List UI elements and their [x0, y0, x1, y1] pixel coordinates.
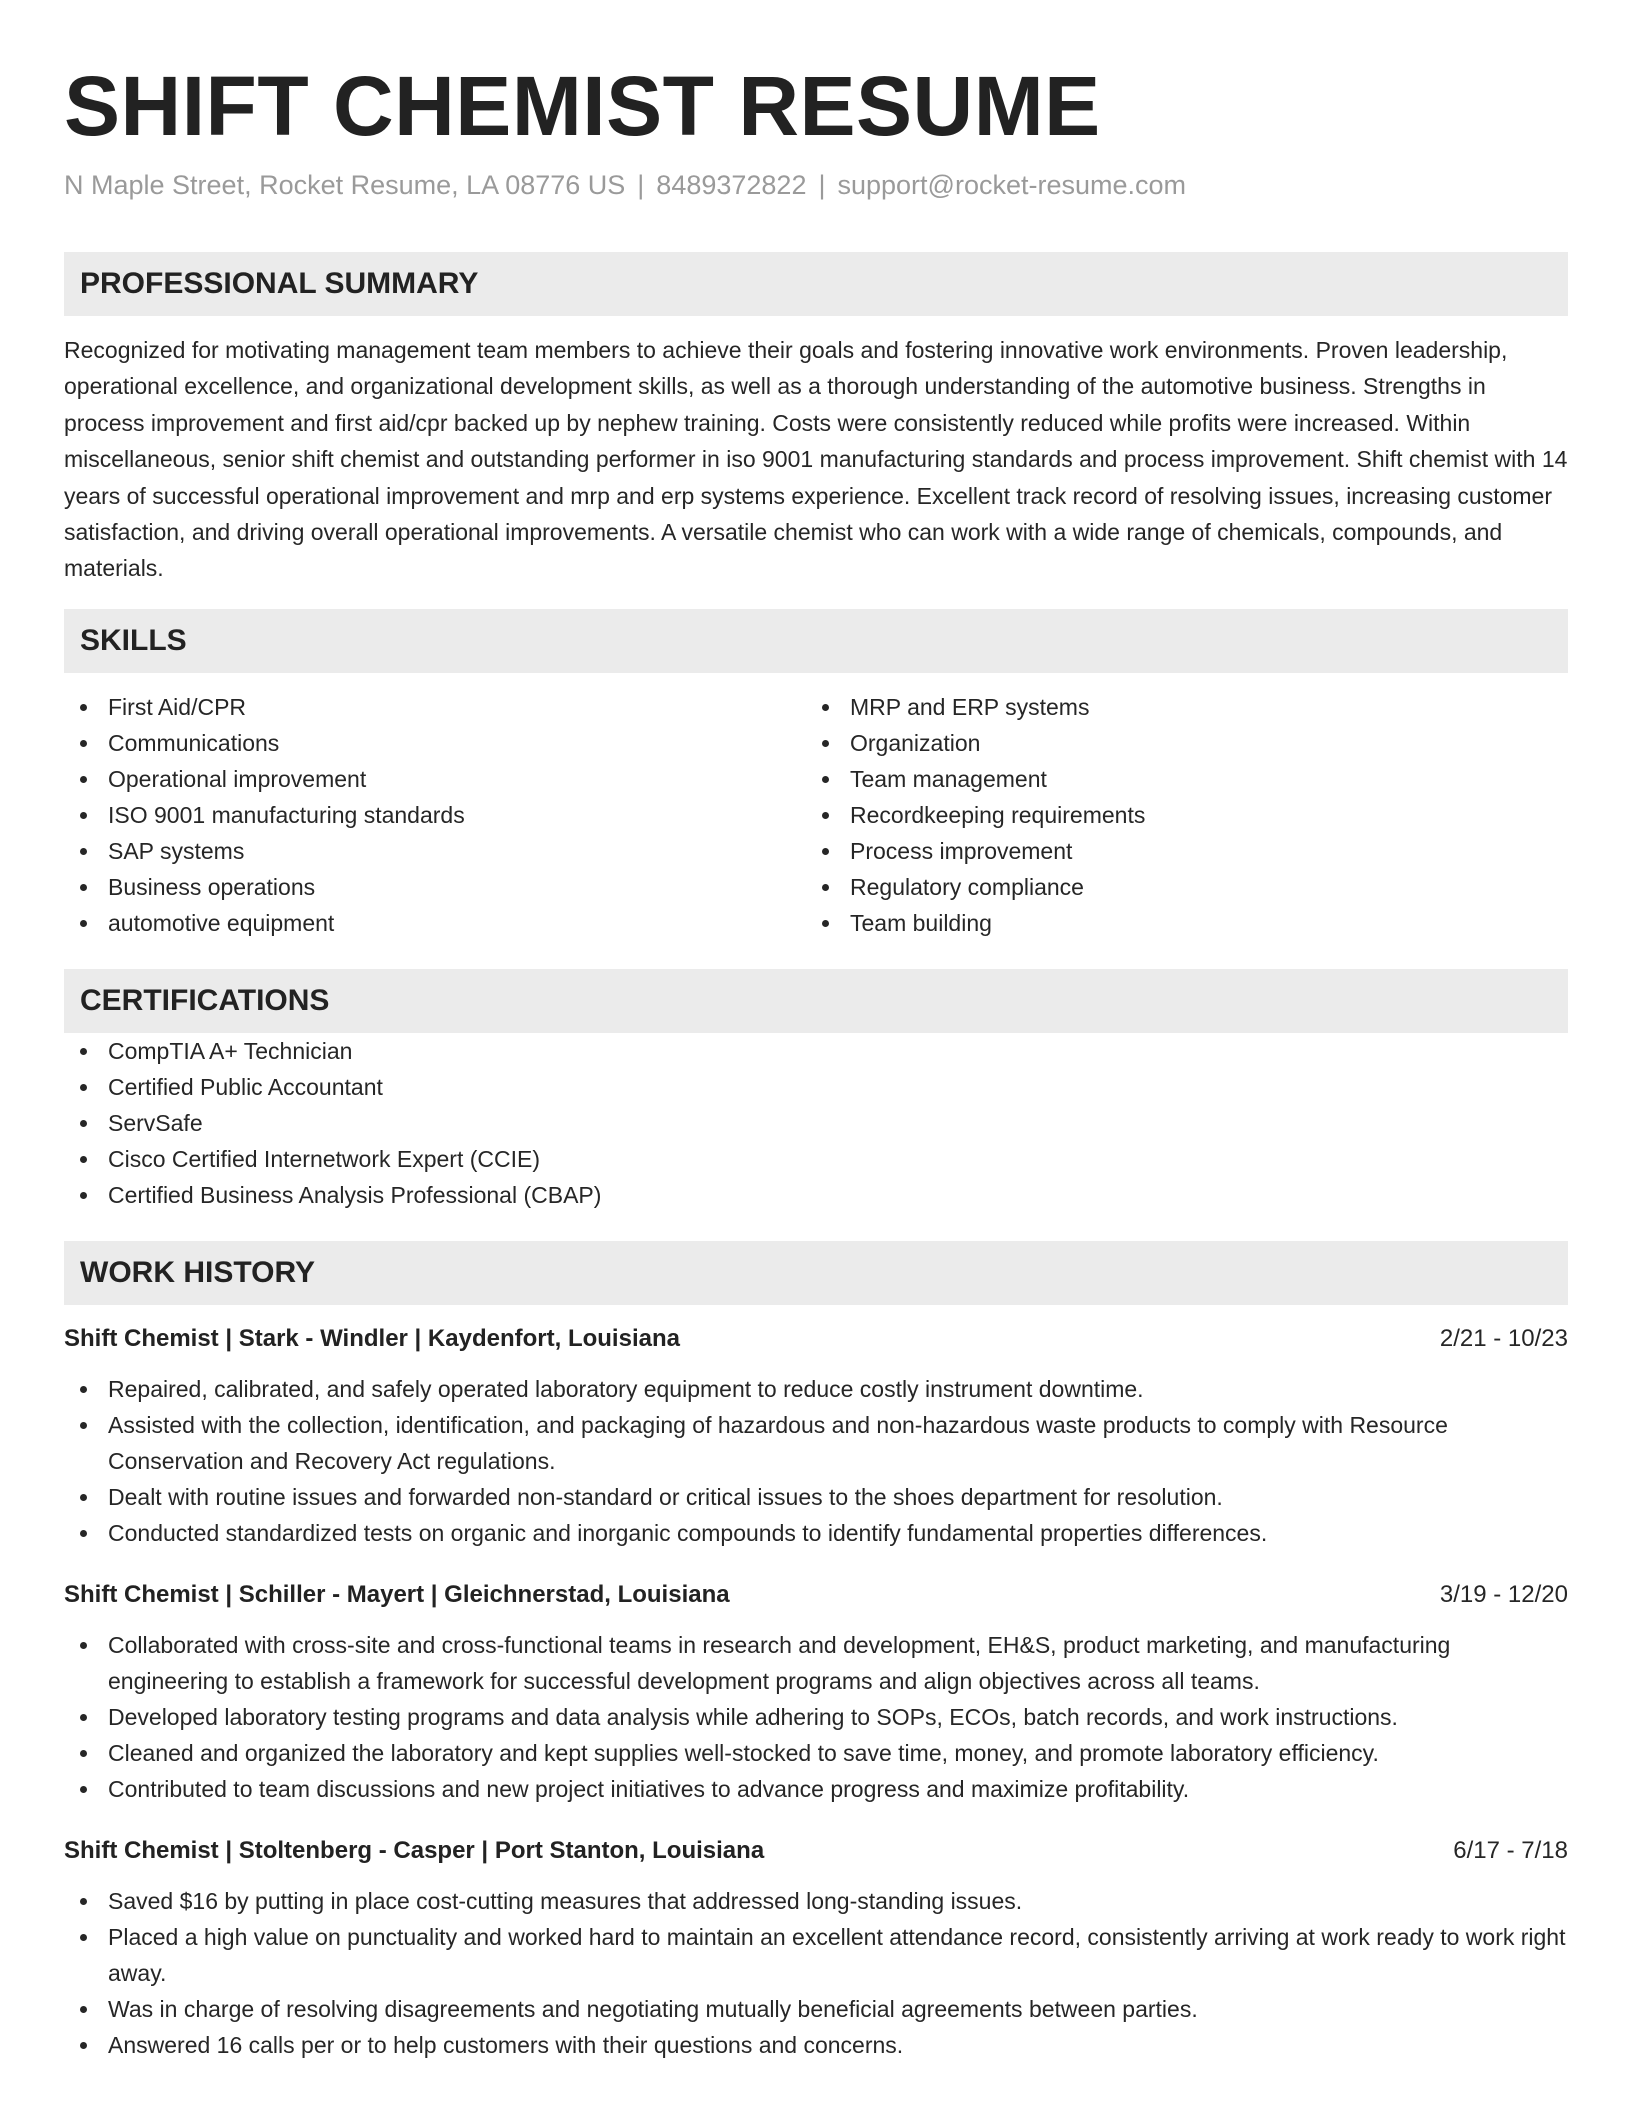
job-bullets	[64, 1627, 1568, 1807]
job-header	[64, 1577, 1568, 1613]
skill-item: First Aid/CPR	[64, 689, 806, 725]
skill-item: Communications	[64, 725, 806, 761]
job-bullet: Contributed to team discussions and new project initiatives to advance progress and maximize profitability.	[64, 1771, 1568, 1807]
skill-item: Team management	[806, 761, 1548, 797]
job-dates: 3/19 - 12/20	[1439, 1580, 1568, 1608]
job-entry	[64, 1321, 1568, 1551]
section-heading-skills: SKILLS	[64, 609, 1568, 673]
skill-item: Organization	[806, 725, 1548, 761]
skill-item: SAP systems	[64, 833, 806, 869]
skill-item: Recordkeeping requirements	[806, 797, 1548, 833]
job-bullet: Collaborated with cross-site and cross-functional teams in research and development, EH&S, product marketing, and manufacturing engineering to establish a framework for successful development programs and align objectives across all teams.	[64, 1627, 1568, 1699]
job-bullet: Placed a high value on punctuality and worked hard to maintain an excellent attendance record, consistently arriving at work ready to work right away.	[64, 1919, 1568, 1991]
job-bullets	[64, 1371, 1568, 1551]
resume-title: SHIFT CHEMIST RESUME	[64, 59, 1101, 153]
skills-list-left	[64, 689, 806, 941]
contact-phone: 8489372822	[656, 170, 807, 200]
contact-email: support@rocket-resume.com	[837, 170, 1187, 200]
skill-item: ISO 9001 manufacturing standards	[64, 797, 806, 833]
section-heading-certifications: CERTIFICATIONS	[64, 969, 1568, 1033]
resume-page	[64, 0, 1568, 2063]
section-heading-work-history: WORK HISTORY	[64, 1241, 1568, 1305]
job-bullet: Saved $16 by putting in place cost-cutting measures that addressed long-standing issues.	[64, 1883, 1568, 1919]
skills-column-left	[64, 689, 806, 941]
job-bullet: Dealt with routine issues and forwarded non-standard or critical issues to the shoes department for resolution.	[64, 1479, 1568, 1515]
job-bullets	[64, 1883, 1568, 2063]
job-title: Shift Chemist | Stark - Windler | Kaydenfort, Louisiana	[64, 1324, 680, 1352]
skills-column-right	[806, 689, 1548, 941]
contact-address: N Maple Street, Rocket Resume, LA 08776 US	[64, 170, 626, 200]
job-entry	[64, 1577, 1568, 1807]
certification-item: Certified Business Analysis Professional (CBAP)	[64, 1177, 1568, 1213]
skill-item: Team building	[806, 905, 1548, 941]
job-entry	[64, 1833, 1568, 2063]
certification-item: CompTIA A+ Technician	[64, 1033, 1568, 1069]
job-dates: 6/17 - 7/18	[1453, 1836, 1568, 1864]
job-bullet: Assisted with the collection, identification, and packaging of hazardous and non-hazardous waste products to comply with Resource Conservation and Recovery Act regulations.	[64, 1407, 1568, 1479]
skills-columns	[64, 689, 1568, 941]
certifications-list	[64, 1033, 1568, 1213]
section-heading-summary: PROFESSIONAL SUMMARY	[64, 252, 1568, 316]
job-header	[64, 1833, 1568, 1869]
job-title: Shift Chemist | Stoltenberg - Casper | Port Stanton, Louisiana	[64, 1836, 765, 1864]
job-bullet: Answered 16 calls per or to help customers with their questions and concerns.	[64, 2027, 1568, 2063]
skill-item: automotive equipment	[64, 905, 806, 941]
job-dates: 2/21 - 10/23	[1439, 1324, 1568, 1352]
skills-list-right	[806, 689, 1548, 941]
contact-line	[64, 168, 1568, 202]
job-bullet: Cleaned and organized the laboratory and kept supplies well-stocked to save time, money, and promote laboratory efficiency.	[64, 1735, 1568, 1771]
skill-item: Business operations	[64, 869, 806, 905]
job-title: Shift Chemist | Schiller - Mayert | Gleichnerstad, Louisiana	[64, 1580, 730, 1608]
skill-item: Regulatory compliance	[806, 869, 1548, 905]
job-bullet: Conducted standardized tests on organic and inorganic compounds to identify fundamental properties differences.	[64, 1515, 1568, 1551]
skill-item: Operational improvement	[64, 761, 806, 797]
summary-paragraph: Recognized for motivating management team members to achieve their goals and fostering innovative work environments. Proven leadership, operational excellence, and organizational development skills, as well as a thorough understanding of the automotive business. Strengths in process improvement and first aid/cpr backed up by nephew training. Costs were consistently reduced while profits were increased. Within miscellaneous, senior shift chemist and outstanding performer in iso 9001 manufacturing standards and process improvement. Shift chemist with 14 years of successful operational improvement and mrp and erp systems experience. Excellent track record of resolving issues, increasing customer satisfaction, and driving overall operational improvements. A versatile chemist who can work with a wide range of chemicals, compounds, and materials.	[64, 337, 1568, 582]
job-bullet: Was in charge of resolving disagreements and negotiating mutually beneficial agreements between parties.	[64, 1991, 1568, 2027]
certification-item: Cisco Certified Internetwork Expert (CCIE)	[64, 1141, 1568, 1177]
contact-separator: |	[637, 170, 645, 200]
certification-item: ServSafe	[64, 1105, 1568, 1141]
certification-item: Certified Public Accountant	[64, 1069, 1568, 1105]
job-bullet: Repaired, calibrated, and safely operated laboratory equipment to reduce costly instrument downtime.	[64, 1371, 1568, 1407]
skill-item: Process improvement	[806, 833, 1548, 869]
job-header	[64, 1321, 1568, 1357]
job-bullet: Developed laboratory testing programs and data analysis while adhering to SOPs, ECOs, batch records, and work instructions.	[64, 1699, 1568, 1735]
skill-item: MRP and ERP systems	[806, 689, 1548, 725]
contact-separator: |	[818, 170, 826, 200]
